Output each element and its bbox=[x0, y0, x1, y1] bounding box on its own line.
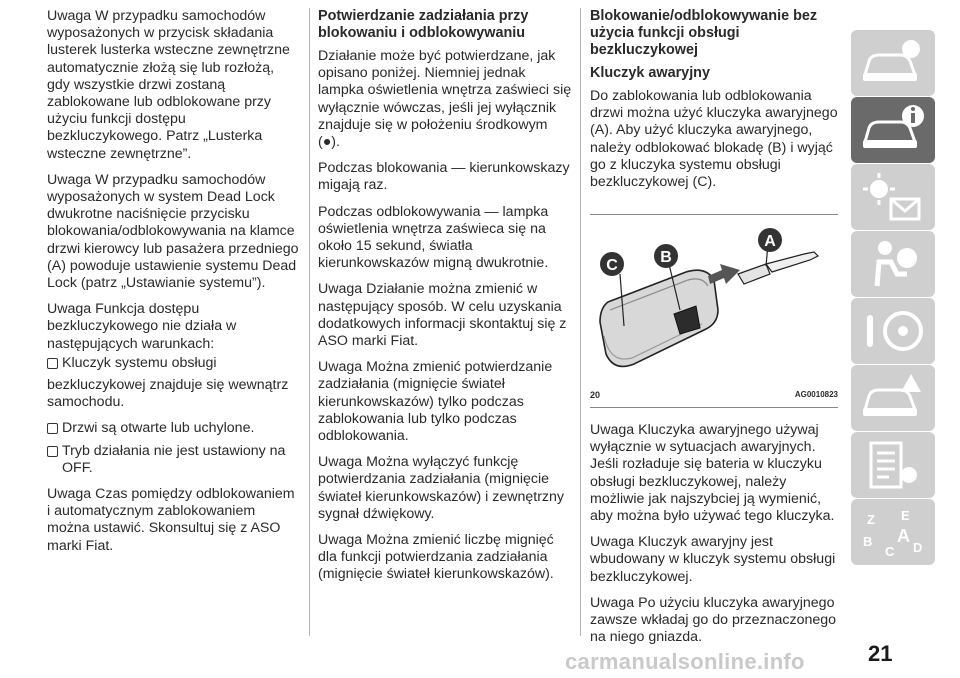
svg-text:Z: Z bbox=[867, 512, 875, 527]
callout-c-label: C bbox=[606, 257, 618, 274]
checkbox-bullet-icon bbox=[47, 358, 58, 369]
paragraph: Do zablokowania lub odblokowania drzwi można użyć kluczyka awaryjnego (A). Aby użyć kluczyka awaryjnego, należy odblokować blokadę (B) i wyjąć go z kluczyka systemu obsługi bezkluczykowej (C). bbox=[590, 88, 838, 191]
tab-car-info-active[interactable] bbox=[851, 97, 935, 163]
list-item bbox=[47, 443, 299, 477]
column-3 bbox=[590, 8, 838, 200]
paragraph: Podczas blokowania — kierunkowskazy migają raz. bbox=[318, 160, 570, 194]
tab-car-info[interactable] bbox=[851, 30, 935, 96]
index-letters-icon bbox=[857, 502, 929, 562]
svg-text:A: A bbox=[897, 526, 910, 546]
car-active-info-icon bbox=[857, 100, 929, 160]
list-item-text: Drzwi są otwarte lub uchylone. bbox=[62, 420, 255, 437]
checkbox-bullet-icon bbox=[47, 423, 58, 434]
steering-wheel-icon bbox=[857, 301, 929, 361]
checkbox-bullet-icon bbox=[47, 446, 58, 457]
paragraph: Podczas odblokowywania — lampka oświetlenia wnętrza zaświeca się na około 15 sekund, światła kierunkowskazów migną dwukrotnie. bbox=[318, 203, 549, 272]
callout-a-label: A bbox=[764, 233, 776, 250]
column-3-continued bbox=[590, 422, 838, 655]
car-info-icon bbox=[857, 33, 929, 93]
list-item-text: Tryb działania nie jest ustawiony na OFF. bbox=[62, 442, 286, 476]
emergency-key-illustration bbox=[590, 214, 838, 390]
paragraph: Uwaga Można wyłączyć funkcję potwierdzania zadziałania (mignięcie świateł kierunkowskazów) i zewnętrzny sygnał dźwiękowy. bbox=[318, 454, 565, 522]
paragraph: Uwaga Funkcja dostępu bezkluczykowego nie działa w następujących warunkach: bbox=[47, 301, 237, 352]
lights-mail-icon bbox=[857, 167, 929, 227]
paragraph: Uwaga Czas pomiędzy odblokowaniem i automatycznym zablokowaniem można ustawić. Skonsultuj się z ASO marki Fiat. bbox=[47, 486, 295, 554]
airbag-person-icon bbox=[857, 234, 929, 294]
page-number: 21 bbox=[868, 641, 893, 666]
figure-bottom-rule bbox=[590, 407, 838, 408]
column-2 bbox=[318, 8, 572, 593]
paragraph: Uwaga Można zmienić liczbę mignięć dla funkcji potwierdzania zadziałania (mignięcie świateł kierunkowskazów). bbox=[318, 532, 554, 583]
figure-code: AG0010823 bbox=[794, 390, 838, 399]
subsection-heading: Kluczyk awaryjny bbox=[590, 65, 710, 81]
paragraph: Uwaga Kluczyk awaryjny jest wbudowany w kluczyk systemu obsługi bezkluczykowej. bbox=[590, 534, 836, 585]
list-item bbox=[47, 355, 299, 372]
callout-b-label: B bbox=[660, 249, 672, 266]
list-item-text: Kluczyk systemu obsługi bbox=[62, 354, 217, 371]
direction-arrow-shape bbox=[708, 264, 740, 284]
service-list-icon bbox=[857, 435, 929, 495]
tab-steering[interactable] bbox=[851, 298, 935, 364]
svg-text:C: C bbox=[885, 544, 895, 559]
tab-index[interactable] bbox=[851, 499, 935, 565]
paragraph: Uwaga Kluczyka awaryjnego używaj wyłącznie w sytuacjach awaryjnych. Jeśli rozładuje się bateria w kluczyku obsługi bezkluczykowej, należy możliwie jak najszybciej ją wymienić, aby można było używać tego kluczyka. bbox=[590, 422, 835, 525]
column-divider bbox=[309, 8, 310, 636]
paragraph: Uwaga Można zmienić potwierdzanie zadziałania (mignięcie świateł kierunkowskazów) tylko podczas zablokowania lub tylko podczas odblokowania. bbox=[318, 359, 553, 445]
column-1 bbox=[47, 8, 299, 564]
svg-text:E: E bbox=[901, 508, 910, 523]
column-divider bbox=[580, 8, 581, 636]
emergency-key-head-shape bbox=[738, 264, 770, 284]
figure-number: 20 bbox=[590, 390, 601, 400]
tab-airbag[interactable] bbox=[851, 231, 935, 297]
paragraph: Uwaga W przypadku samochodów wyposażonych w przycisk składania lusterek lusterka wsteczne zewnętrzne automatycznie złożą się lub rozłożą, gdy wszystkie drzwi zostaną zablokowane lub odblokowane przy użyciu funkcji dostępu bezkluczykowego. Patrz „Lusterka wsteczne zewnętrzne”. bbox=[47, 8, 290, 162]
svg-text:B: B bbox=[863, 534, 873, 549]
list-item-continuation: bezkluczykowej znajduje się wewnątrz samochodu. bbox=[47, 377, 289, 411]
section-heading: Blokowanie/odblokowywanie bez użycia funkcji obsługi bezkluczykowej bbox=[590, 8, 818, 58]
paragraph: Uwaga Działanie można zmienić w następujący sposób. W celu uzyskania dodatkowych informacji skontaktuj się z ASO marki Fiat. bbox=[318, 281, 567, 350]
paragraph: Uwaga Po użyciu kluczyka awaryjnego zawsze wkładaj go do przeznaczonego na niego gniazda. bbox=[590, 594, 837, 646]
emergency-key-blade-shape bbox=[766, 252, 818, 272]
tab-lights-mail[interactable] bbox=[851, 164, 935, 230]
key-figure bbox=[590, 214, 838, 408]
tab-service[interactable] bbox=[851, 432, 935, 498]
car-warning-icon bbox=[857, 368, 929, 428]
tab-car-warning[interactable] bbox=[851, 365, 935, 431]
list-item bbox=[47, 420, 299, 437]
paragraph: Działanie może być potwierdzane, jak opisano poniżej. Niemniej jednak lampka oświetlenia wnętrza zaświeci się wyłącznie wówczas, jeśli jej wyłącznik znajduje się w położeniu środkowym (●). bbox=[318, 48, 572, 151]
keyless-fob-shape bbox=[600, 270, 718, 366]
paragraph: Uwaga W przypadku samochodów wyposażonych w system Dead Lock dwukrotne naciśnięcie przycisku blokowania/odblokowywania na klamce drzwi kierowcy lub pasażera przedniego (A) powoduje ustawienie systemu Dead Lock (patrz „Ustawianie systemu”). bbox=[47, 171, 299, 292]
section-heading: Potwierdzanie zadziałania przy blokowaniu i odblokowywaniu bbox=[318, 8, 529, 41]
svg-text:D: D bbox=[913, 540, 923, 555]
watermark: carmanualsonline.info bbox=[565, 649, 805, 674]
